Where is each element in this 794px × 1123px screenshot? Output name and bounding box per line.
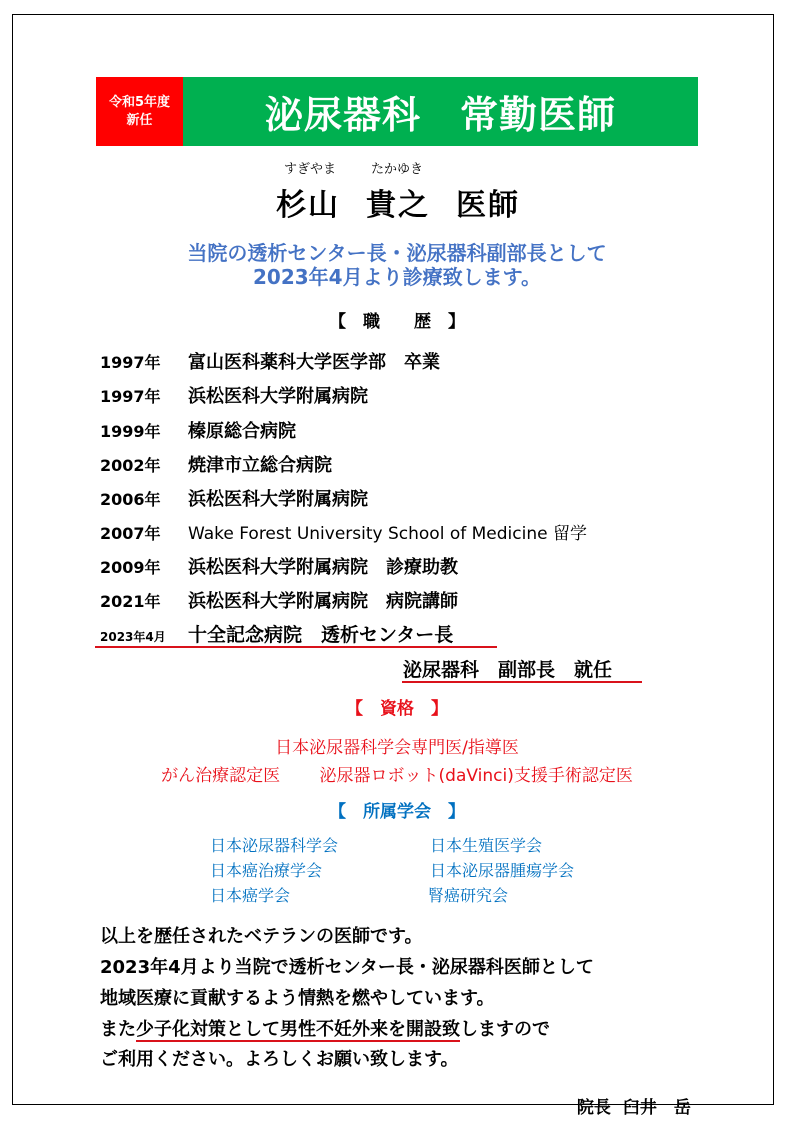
career-text: Wake Forest University School of Medicine 留学: [188, 524, 587, 544]
career-row: [100, 451, 332, 477]
career-text: 浜松医科大学附属病院 診療助教: [188, 557, 458, 578]
closing-line-3: 地域医療に貢献するよう情熱を燃やしています。: [100, 988, 495, 1009]
career-year: 1999年: [100, 422, 161, 441]
career-text: 焼津市立総合病院: [188, 455, 332, 476]
banner-label-line1: 令和5年度: [108, 94, 171, 110]
closing-line-4-underlined: 少子化対策として男性不妊外来を開設致: [136, 1019, 460, 1040]
career-row: [100, 485, 368, 511]
doctor-family-name: 杉山: [276, 188, 340, 223]
society-item: 日本癌治療学会: [210, 861, 323, 880]
career-row: [100, 382, 368, 408]
closing-line-4-prefix: また: [100, 1019, 136, 1040]
career-row: [100, 519, 587, 544]
doctor-name: [276, 180, 520, 224]
career-year: 2009年: [100, 558, 161, 577]
qualifications-heading: 【 資格 】: [346, 699, 448, 719]
career-text: 浜松医科大学附属病院 病院講師: [188, 591, 458, 612]
career-text: 浜松医科大学附属病院: [188, 386, 368, 407]
career-year: 2002年: [100, 456, 161, 475]
underline-appointment-2: [402, 681, 642, 683]
society-item: 日本生殖医学会: [430, 836, 543, 855]
closing-line-2: 2023年4月より当院で透析センター長・泌尿器科医師として: [100, 957, 594, 978]
career-text: 富山医科薬科大学医学部 卒業: [188, 352, 440, 373]
career-row: [100, 348, 440, 374]
career-year: 2007年: [100, 524, 161, 543]
career-year: 2023年4月: [100, 630, 166, 644]
signature-role: 院長: [576, 1098, 611, 1118]
banner-label-line2: 新任: [126, 112, 153, 128]
closing-line-1: 以上を歴任されたベテランの医師です。: [100, 926, 423, 947]
career-row: [100, 587, 458, 613]
society-item: 日本泌尿器腫瘍学会: [430, 861, 575, 880]
banner-label: [96, 77, 183, 146]
career-year: 1997年: [100, 353, 161, 372]
intro-line-1: 当院の透析センター長・泌尿器科副部長として: [187, 241, 607, 265]
underline-appointment-1: [95, 646, 497, 648]
signature-name: 臼井 岳: [622, 1098, 691, 1118]
appointment-line-2: 泌尿器科 副部長 就任: [403, 659, 613, 681]
doctor-title: 医師: [456, 188, 520, 223]
career-year: 1997年: [100, 387, 161, 406]
career-row: [100, 553, 458, 579]
ruby-given-name: たかゆき: [371, 162, 424, 177]
society-item: 腎癌研究会: [428, 886, 509, 905]
society-item: 日本癌学会: [210, 886, 291, 905]
ruby-family-name: すぎやま: [284, 162, 337, 177]
signature: [565, 1073, 691, 1118]
closing-line-4-suffix: しますので: [460, 1019, 550, 1040]
intro-line-2: 2023年4月より診療致します。: [253, 265, 541, 289]
career-row: [100, 417, 296, 443]
career-year: 2006年: [100, 490, 161, 509]
career-text: 榛原総合病院: [188, 421, 296, 442]
closing-line-4: [100, 1015, 550, 1041]
qualification-line-2: がん治療認定医 泌尿器ロボット(daVinci)支援手術認定医: [161, 766, 633, 786]
closing-line-5: ご利用ください。よろしくお願い致します。: [100, 1049, 459, 1070]
societies-heading: 【 所属学会 】: [329, 802, 465, 822]
career-text: 十全記念病院 透析センター長: [188, 624, 454, 646]
doctor-given-name: 貴之: [366, 188, 430, 223]
qualification-line-1: 日本泌尿器科学会専門医/指導医: [275, 738, 519, 758]
banner-title: 泌尿器科 常勤医師: [183, 77, 698, 146]
career-row-current: [100, 620, 453, 647]
career-heading: 【 職 歴 】: [329, 312, 465, 332]
career-text: 浜松医科大学附属病院: [188, 489, 368, 510]
career-year: 2021年: [100, 592, 161, 611]
society-item: 日本泌尿器科学会: [210, 836, 339, 855]
